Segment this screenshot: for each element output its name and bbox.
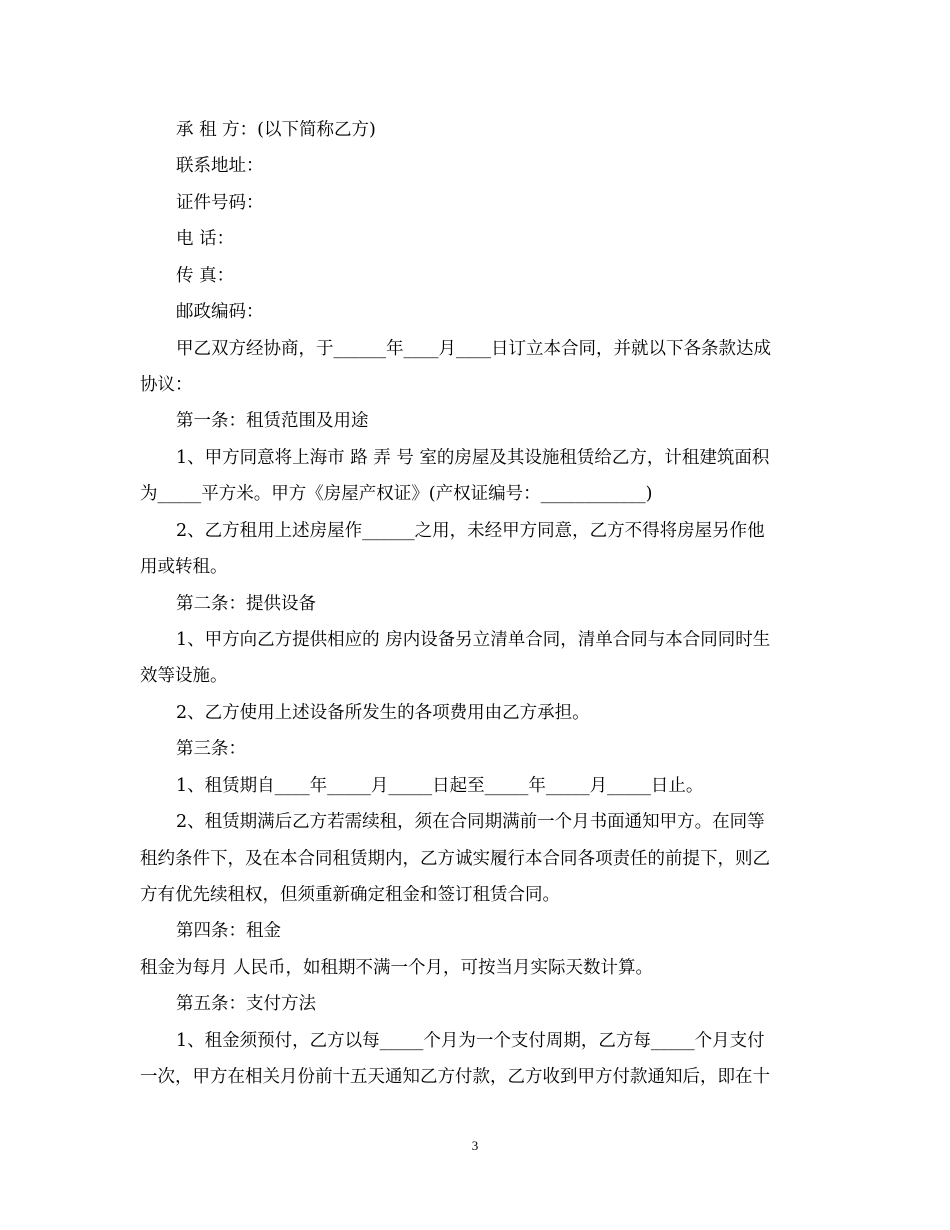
article-3-clause-2-cont-1: 租约条件下，及在本合同租赁期内，乙方诚实履行本合同各项责任的前提下，则乙 bbox=[140, 849, 770, 869]
article-4-body: 租金为每月 人民币，如租期不满一个月，可按当月实际天数计算。 bbox=[140, 958, 654, 978]
agreement-intro-cont: 协议： bbox=[140, 375, 193, 395]
lessee-heading: 承 租 方：(以下简称乙方) bbox=[176, 120, 376, 140]
postal-code-label: 邮政编码： bbox=[176, 302, 264, 322]
article-1-heading: 第一条：租赁范围及用途 bbox=[176, 411, 369, 431]
article-2-clause-1: 1、甲方向乙方提供相应的 房内设备另立清单合同，清单合同与本合同同时生 bbox=[176, 630, 771, 650]
article-3-clause-2: 2、租赁期满后乙方若需续租，须在合同期满前一个月书面通知甲方。在同等 bbox=[176, 812, 765, 832]
article-3-heading: 第三条： bbox=[176, 739, 246, 759]
article-3-clause-1: 1、租赁期自____年_____月_____日起至_____年_____月_____日止。 bbox=[176, 776, 704, 796]
article-1-clause-1: 1、甲方同意将上海市 路 弄 号 室的房屋及其设施租赁给乙方，计租建筑面积 bbox=[176, 448, 770, 468]
article-5-heading: 第五条：支付方法 bbox=[176, 994, 316, 1014]
article-5-clause-1-cont: 一次，甲方在相关月份前十五天通知乙方付款，乙方收到甲方付款通知后，即在十 bbox=[140, 1067, 770, 1087]
agreement-intro: 甲乙双方经协商，于______年____月____日订立本合同，并就以下各条款达成 bbox=[176, 339, 771, 359]
article-4-heading: 第四条：租金 bbox=[176, 921, 281, 941]
article-2-clause-1-cont: 效等设施。 bbox=[140, 666, 228, 686]
id-number-label: 证件号码： bbox=[176, 193, 264, 213]
article-5-clause-1: 1、租金须预付，乙方以每_____个月为一个支付周期，乙方每_____个月支付 bbox=[176, 1031, 765, 1051]
article-1-clause-1-cont: 为_____平方米。甲方《房屋产权证》(产权证编号：____________) bbox=[140, 484, 653, 504]
article-2-heading: 第二条：提供设备 bbox=[176, 594, 316, 614]
contact-address-label: 联系地址： bbox=[176, 156, 264, 176]
page-number: 3 bbox=[471, 1138, 479, 1153]
phone-label: 电 话： bbox=[176, 229, 235, 249]
article-3-clause-2-cont-2: 方有优先续租权，但须重新确定租金和签订租赁合同。 bbox=[140, 885, 560, 905]
article-1-clause-2: 2、乙方租用上述房屋作______之用，未经甲方同意，乙方不得将房屋另作他 bbox=[176, 521, 765, 541]
fax-label: 传 真： bbox=[176, 266, 235, 286]
article-1-clause-2-cont: 用或转租。 bbox=[140, 557, 228, 577]
article-2-clause-2: 2、乙方使用上述设备所发生的各项费用由乙方承担。 bbox=[176, 703, 590, 723]
